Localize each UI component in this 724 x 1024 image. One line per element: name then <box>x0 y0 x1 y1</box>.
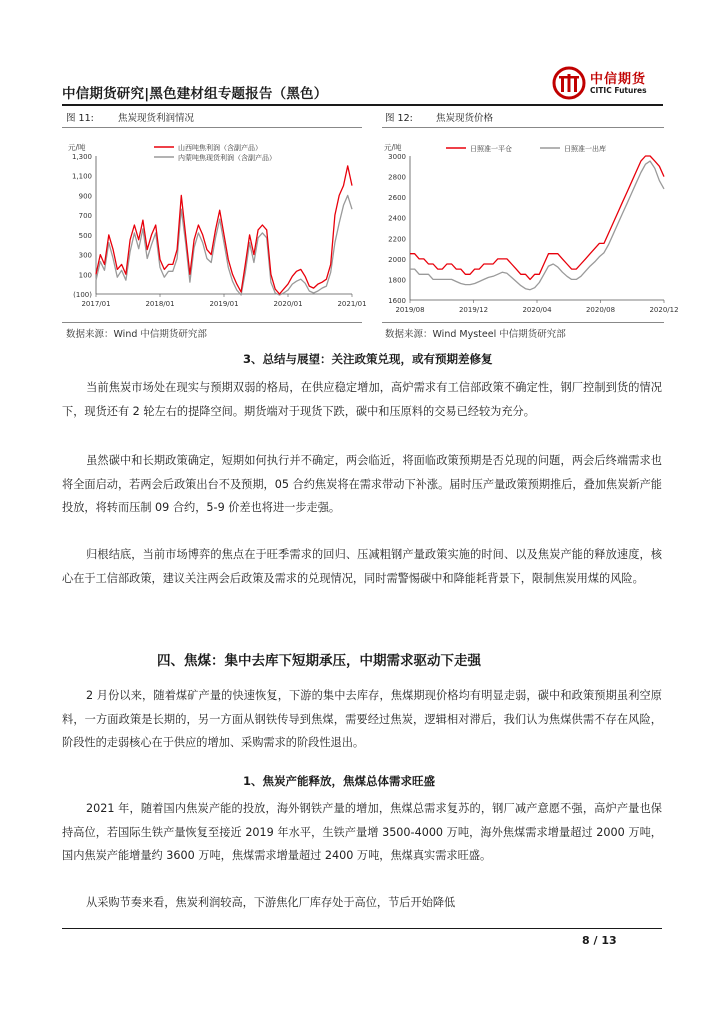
fig11-series-1 <box>96 195 352 295</box>
fig11-y-tick-label: 1,100 <box>71 172 92 181</box>
section4-paragraph-3: 从采购节奏来看，焦炭利润较高，下游焦化厂库存处于高位，节后开始降低 <box>86 896 456 909</box>
fig12-series-0 <box>410 156 664 279</box>
fig12-y-tick-label: 2800 <box>388 173 406 182</box>
logo-english-name: CITIC Futures <box>590 86 647 95</box>
fig11-x-tick-label: 2017/01 <box>81 300 111 308</box>
fig11-source: 数据来源：Wind 中信期货研究部 <box>66 329 207 340</box>
fig12-y-tick-label: 1800 <box>388 276 406 285</box>
section4-heading: 四、焦煤：集中去库下短期承压，中期需求驱动下走强 <box>157 653 481 669</box>
fig12-title: 焦炭现货价格 <box>436 113 494 124</box>
section3-paragraph-2: 虽然碳中和长期政策确定，短期如何执行并不确定，两会临近，将面临政策预期是否兑现的问题，两会后终端需求也将全面启动，若两会后政策出台不及预期，05 合约焦炭将在需求带动下补涨。届时压产量政策预期推后，叠加焦炭新产能投放，将转而压制 09 合约，5-9 价差也将进一步走强。 <box>62 454 662 515</box>
fig11-x-tick-label: 2020/01 <box>273 300 303 308</box>
fig12-legend-pingcang: 日照准一平仓 <box>470 145 512 153</box>
fig12-series-1 <box>410 161 664 290</box>
section4-subheading-1: 1、焦炭产能释放，焦煤总体需求旺盛 <box>243 774 435 788</box>
fig12-y-tick-label: 1600 <box>388 297 406 305</box>
fig11-title: 焦炭现货利润情况 <box>118 113 195 124</box>
fig11-legend-shanxi: 山西吨焦利润（含副产品） <box>178 144 262 152</box>
fig12-x-tick-label: 2020/04 <box>522 306 552 314</box>
fig11-x-tick-label: 2021/01 <box>337 300 367 308</box>
fig11-series-0 <box>96 166 352 294</box>
fig12-x-tick-label: 2019/08 <box>395 306 425 314</box>
section3-heading: 3、总结与展望：关注政策兑现，或有预期差修复 <box>243 352 493 366</box>
fig11-label: 图 11: <box>66 113 94 124</box>
fig12-legend <box>446 144 606 153</box>
fig12-x-tick-label: 2020/12 <box>649 306 679 314</box>
section4-paragraph-2: 2021 年，随着国内焦炭产能的投放，海外钢铁产量的增加，焦煤总需求复苏的，钢厂减产意愿不强，高炉产量也保持高位，若国际生铁产量恢复至接近 2019 年水平，生铁产量增 3500-4000 万吨，海外焦煤需求增量超过 2000 万吨，国内焦炭产能增量约 3600 万吨，焦煤需求增量超过 2400 万吨，焦煤真实需求旺盛。 <box>62 802 662 863</box>
fig11-legend-neimeng: 内蒙吨焦现货利润（含副产品） <box>178 154 276 162</box>
citic-logo-icon <box>552 66 586 100</box>
fig11-legend <box>154 143 276 162</box>
logo-chinese-name: 中信期货 <box>590 72 647 87</box>
fig12-unit-label: 元/吨 <box>384 143 402 152</box>
section3-paragraph-1: 当前焦炭市场处在现实与预期双弱的格局，在供应稳定增加，高炉需求有工信部政策不确定性，钢厂控制到货的情况下，现货还有 2 轮左右的提降空间。期货端对于现货下跌，碳中和压原料的交易已经较为充分。 <box>62 381 662 418</box>
fig12-y-tick-label: 2200 <box>388 235 406 244</box>
fig12-x-tick-label: 2019/12 <box>458 306 489 314</box>
fig11-y-tick-label: 500 <box>78 231 92 240</box>
fig11-y-tick-label: 900 <box>78 192 92 201</box>
footer-divider <box>62 928 662 929</box>
fig11-x-tick-label: 2019/01 <box>209 300 239 308</box>
fig12-label: 图 12: <box>385 113 413 124</box>
page-number: 8 / 13 <box>582 934 617 947</box>
fig12-y-tick-label: 2000 <box>388 255 406 264</box>
fig11-x-tick-label: 2018/01 <box>145 300 175 308</box>
fig11-caption-rule <box>62 127 362 128</box>
report-header-title: 中信期货研究|黑色建材组专题报告（黑色） <box>62 86 328 102</box>
fig12-x-tick-label: 2020/08 <box>585 306 616 314</box>
fig12-caption-rule <box>382 127 664 128</box>
fig11-y-tick-label: 1,300 <box>71 153 92 161</box>
fig12-y-tick-label: 2600 <box>388 194 406 203</box>
fig11-y-tick-label: (100) <box>73 291 92 299</box>
section3-paragraph-3: 归根结底，当前市场博弈的焦点在于旺季需求的回归、压减粗钢产量政策实施的时间、以及焦炭产能的释放速度，核心在于工信部政策，建议关注两会后政策及需求的兑现情况，同时需警惕碳中和降能耗背景下，限制焦炭用煤的风险。 <box>62 548 662 585</box>
fig12-y-tick-label: 3000 <box>388 153 406 161</box>
fig11-y-tick-label: 700 <box>78 212 92 221</box>
fig11-y-tick-label: 300 <box>78 251 92 260</box>
fig12-coke-price-chart <box>380 134 679 314</box>
section4-paragraph-1: 2 月份以来，随着煤矿产量的快速恢复，下游的集中去库存，焦煤期现价格均有明显走弱，碳中和政策预期虽利空原料，一方面政策是长期的，另一方面从钢铁传导到焦煤，需要经过焦炭，逻辑相对滞后，我们认为焦煤供需不存在风险，阶段性的走弱核心在于供应的增加、采购需求的阶段性退出。 <box>62 689 662 750</box>
citic-futures-logo <box>552 64 662 104</box>
fig12-y-tick-label: 2400 <box>388 214 406 223</box>
header-divider <box>62 104 663 106</box>
fig11-unit-label: 元/吨 <box>68 143 86 152</box>
fig11-source-rule <box>62 322 362 323</box>
fig11-y-tick-label: 100 <box>78 271 92 280</box>
fig12-source: 数据来源：Wind Mysteel 中信期货研究部 <box>385 329 566 340</box>
fig11-coke-profit-chart <box>62 134 367 314</box>
fig12-source-rule <box>382 322 664 323</box>
fig12-legend-chuku: 日照准一出库 <box>564 145 606 153</box>
